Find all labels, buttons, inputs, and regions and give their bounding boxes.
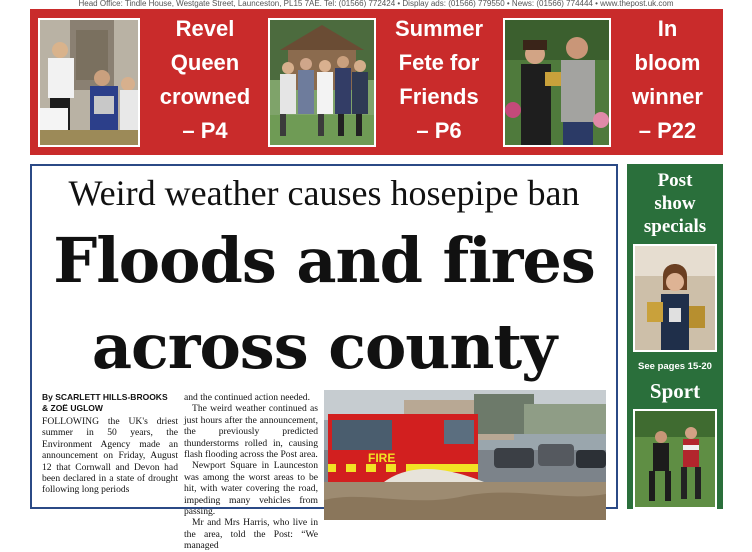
story-column-2 [184,392,318,552]
teaser-page-ref: – P4 [182,118,228,143]
teaser-photo-in-bloom [503,18,611,147]
sidebar-title-line: show [654,193,696,214]
teaser-line: crowned [159,84,251,109]
story-paragraph: FOLLOWING the UK's driest summer in 50 years, the Environment Agency made an announcement on Friday, August 12 that Cornwall and Devon had been declared in a state of drought following long periods [42,416,178,496]
teaser-line: Friends [399,84,479,109]
teaser-text-summer-fete[interactable] [379,12,499,148]
sidebar-title-line: Post [657,170,693,191]
teaser-line: Revel [175,16,235,41]
story-photo-flooded-street [324,390,606,520]
story-kicker: Weird weather causes hosepipe ban [68,173,580,213]
teaser-text-in-bloom[interactable] [612,12,723,148]
teaser-page-ref: – P22 [638,118,697,143]
headline-line: across county [91,310,557,383]
headline-line: Floods and fires [53,224,595,297]
sidebar-see-pages[interactable]: See pages 15-20 [638,361,712,372]
teaser-photo-revel-queen [38,18,140,147]
fire-engine-label: FIRE [368,451,396,465]
teaser-line: bloom [634,50,701,75]
teaser-photo-summer-fete [268,18,376,147]
story-column-1 [42,416,178,496]
teaser-text-revel-queen[interactable] [144,12,266,148]
sidebar-show-specials [627,164,723,509]
sidebar-photo-show-winner [633,244,717,352]
story-paragraph: and the continued action needed. [184,392,311,403]
main-story [30,164,618,552]
sidebar-photo-sport [633,409,717,509]
teaser-line: Summer [394,16,484,41]
teaser-line: In [657,16,678,41]
teaser-banner [30,9,723,155]
teaser-line: Fete for [398,50,480,75]
masthead-contact-strip: Head Office: Tindle House, Westgate Street, Launceston, PL15 7AE. Tel: (01566) 772424 • Display ads: (01566) 779550 • News: (01566) 774444 • www.thepost.uk.com [78,0,674,8]
story-paragraph: Newport Square in Launceston was among the worst areas to be hit, with water covering the road, impeding many vehicles from passing. [184,460,318,518]
sidebar-sport-heading[interactable]: Sport [649,379,701,403]
story-headline[interactable] [32,218,616,390]
story-paragraph: The weird weather continued as just hours after the announcement, the previously predicted thunderstorms rolled in, causing flash flooding across the Post area. [184,403,318,461]
byline-line: By SCARLETT HILLS-BROOKS [42,392,168,402]
sidebar-title[interactable] [627,169,723,238]
story-paragraph: Mr and Mrs Harris, who live in the area, told the Post: “We managed [184,517,318,552]
teaser-page-ref: – P6 [416,118,462,143]
teaser-line: winner [632,84,703,109]
byline-line: & ZOË UGLOW [42,403,103,413]
sidebar-title-line: specials [643,216,707,237]
story-byline [42,392,182,414]
teaser-line: Queen [170,50,240,75]
